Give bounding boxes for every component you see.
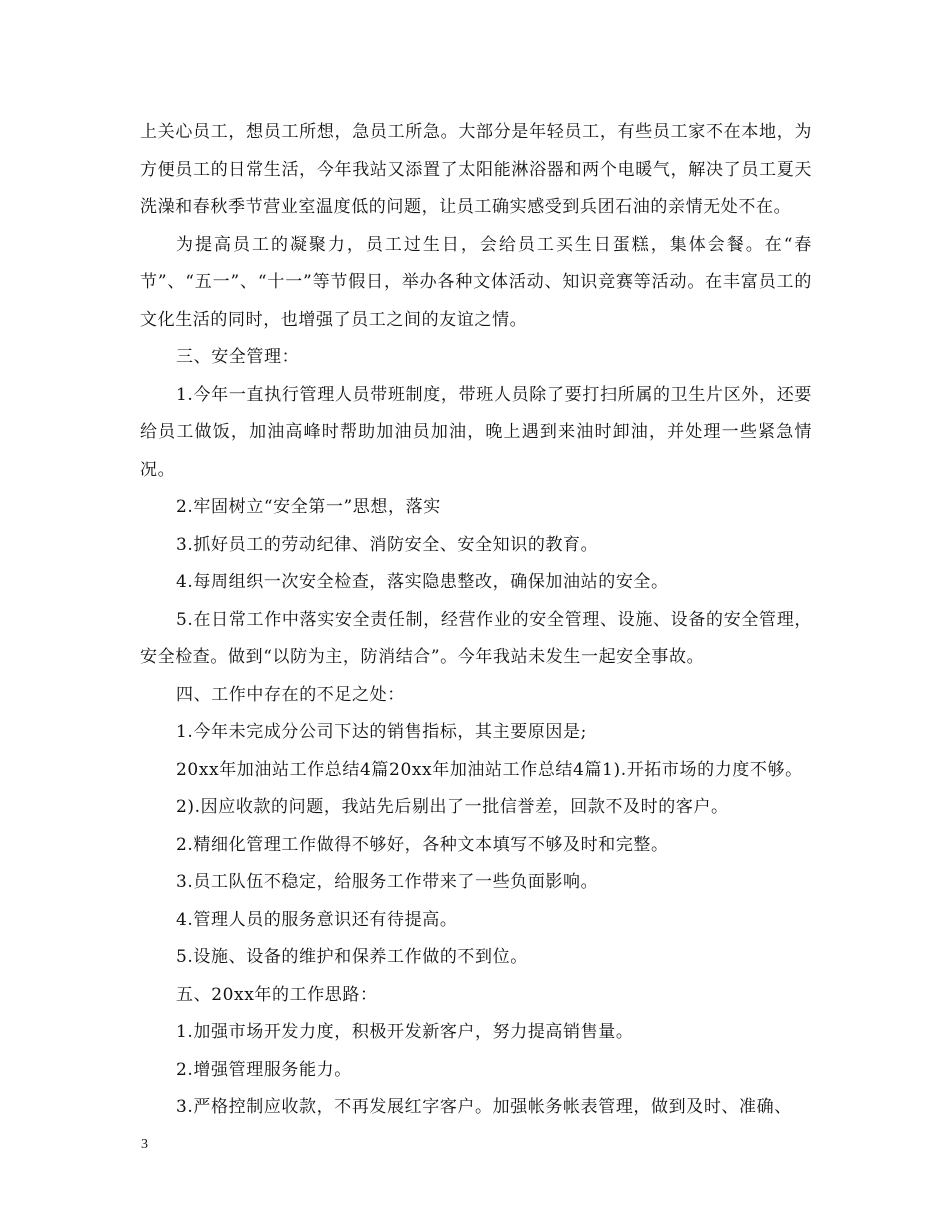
shortcoming-item-1: 1.今年未完成分公司下达的销售指标，其主要原因是; [176,722,587,742]
safety-item-3: 3.抓好员工的劳动纪律、消防安全、安全知识的教育。 [176,534,599,555]
section-heading-plan: 五、20xx年的工作思路： [176,984,378,1005]
section-heading-shortcomings: 四、工作中存在的不足之处： [176,684,405,705]
paragraph-2: 为提高员工的凝聚力，员工过生日，会给员工买生日蛋糕，集体会餐。在“春节”、“五一”、“十一”等节假日，举办各种文体活动、知识竞赛等活动。在丰富员工的文化生活的同时，也增强了员工之间的友谊之情。 [140,234,812,330]
safety-item-1: 1.今年一直执行管理人员带班制度，带班人员除了要打扫所属的卫生片区外，还要给员工做饭，加油高峰时帮助加油员加油，晚上遇到来油时卸油，并处理一些紧急情况。 [140,384,812,480]
shortcoming-item-3: 3.员工队伍不稳定，给服务工作带来了一些负面影响。 [176,872,599,892]
page-number: 3 [141,1137,148,1152]
document-body [140,114,812,1127]
safety-item-2: 2.牢固树立“安全第一”思想，落实 [176,497,441,517]
safety-item-4: 4.每周组织一次安全检查，落实隐患整改，确保加油站的安全。 [176,572,669,592]
shortcoming-subitem-1: 20xx年加油站工作总结4篇20xx年加油站工作总结4篇1).开拓市场的力度不够。 [176,759,803,780]
plan-item-2: 2.增强管理服务能力。 [176,1059,352,1080]
section-heading-safety: 三、安全管理： [176,347,300,367]
shortcoming-item-2: 2.精细化管理工作做得不够好，各种文本填写不够及时和完整。 [176,834,669,855]
safety-item-5: 5.在日常工作中落实安全责任制，经营作业的安全管理、设施、设备的安全管理，安全检查。做到“以防为主，防消结合”。今年我站未发生一起安全事故。 [140,609,812,667]
plan-item-3: 3.严格控制应收款，不再发展红字客户。加强帐务帐表管理，做到及时、准确、 [176,1097,792,1117]
plan-item-1: 1.加强市场开发力度，积极开发新客户，努力提高销售量。 [176,1022,634,1042]
shortcoming-item-4: 4.管理人员的服务意识还有待提高。 [176,909,458,930]
shortcoming-item-5: 5.设施、设备的维护和保养工作做的不到位。 [176,947,528,967]
paragraph-1: 上关心员工，想员工所想，急员工所急。大部分是年轻员工，有些员工家不在本地，为方便员工的日常生活，今年我站又添置了太阳能淋浴器和两个电暖气，解决了员工夏天洗澡和春秋季节营业室温度低的问题，让员工确实感受到兵团石油的亲情无处不在。 [140,122,812,217]
shortcoming-subitem-2: 2).因应收款的问题，我站先后剔出了一批信誉差，回款不及时的客户。 [176,797,729,817]
